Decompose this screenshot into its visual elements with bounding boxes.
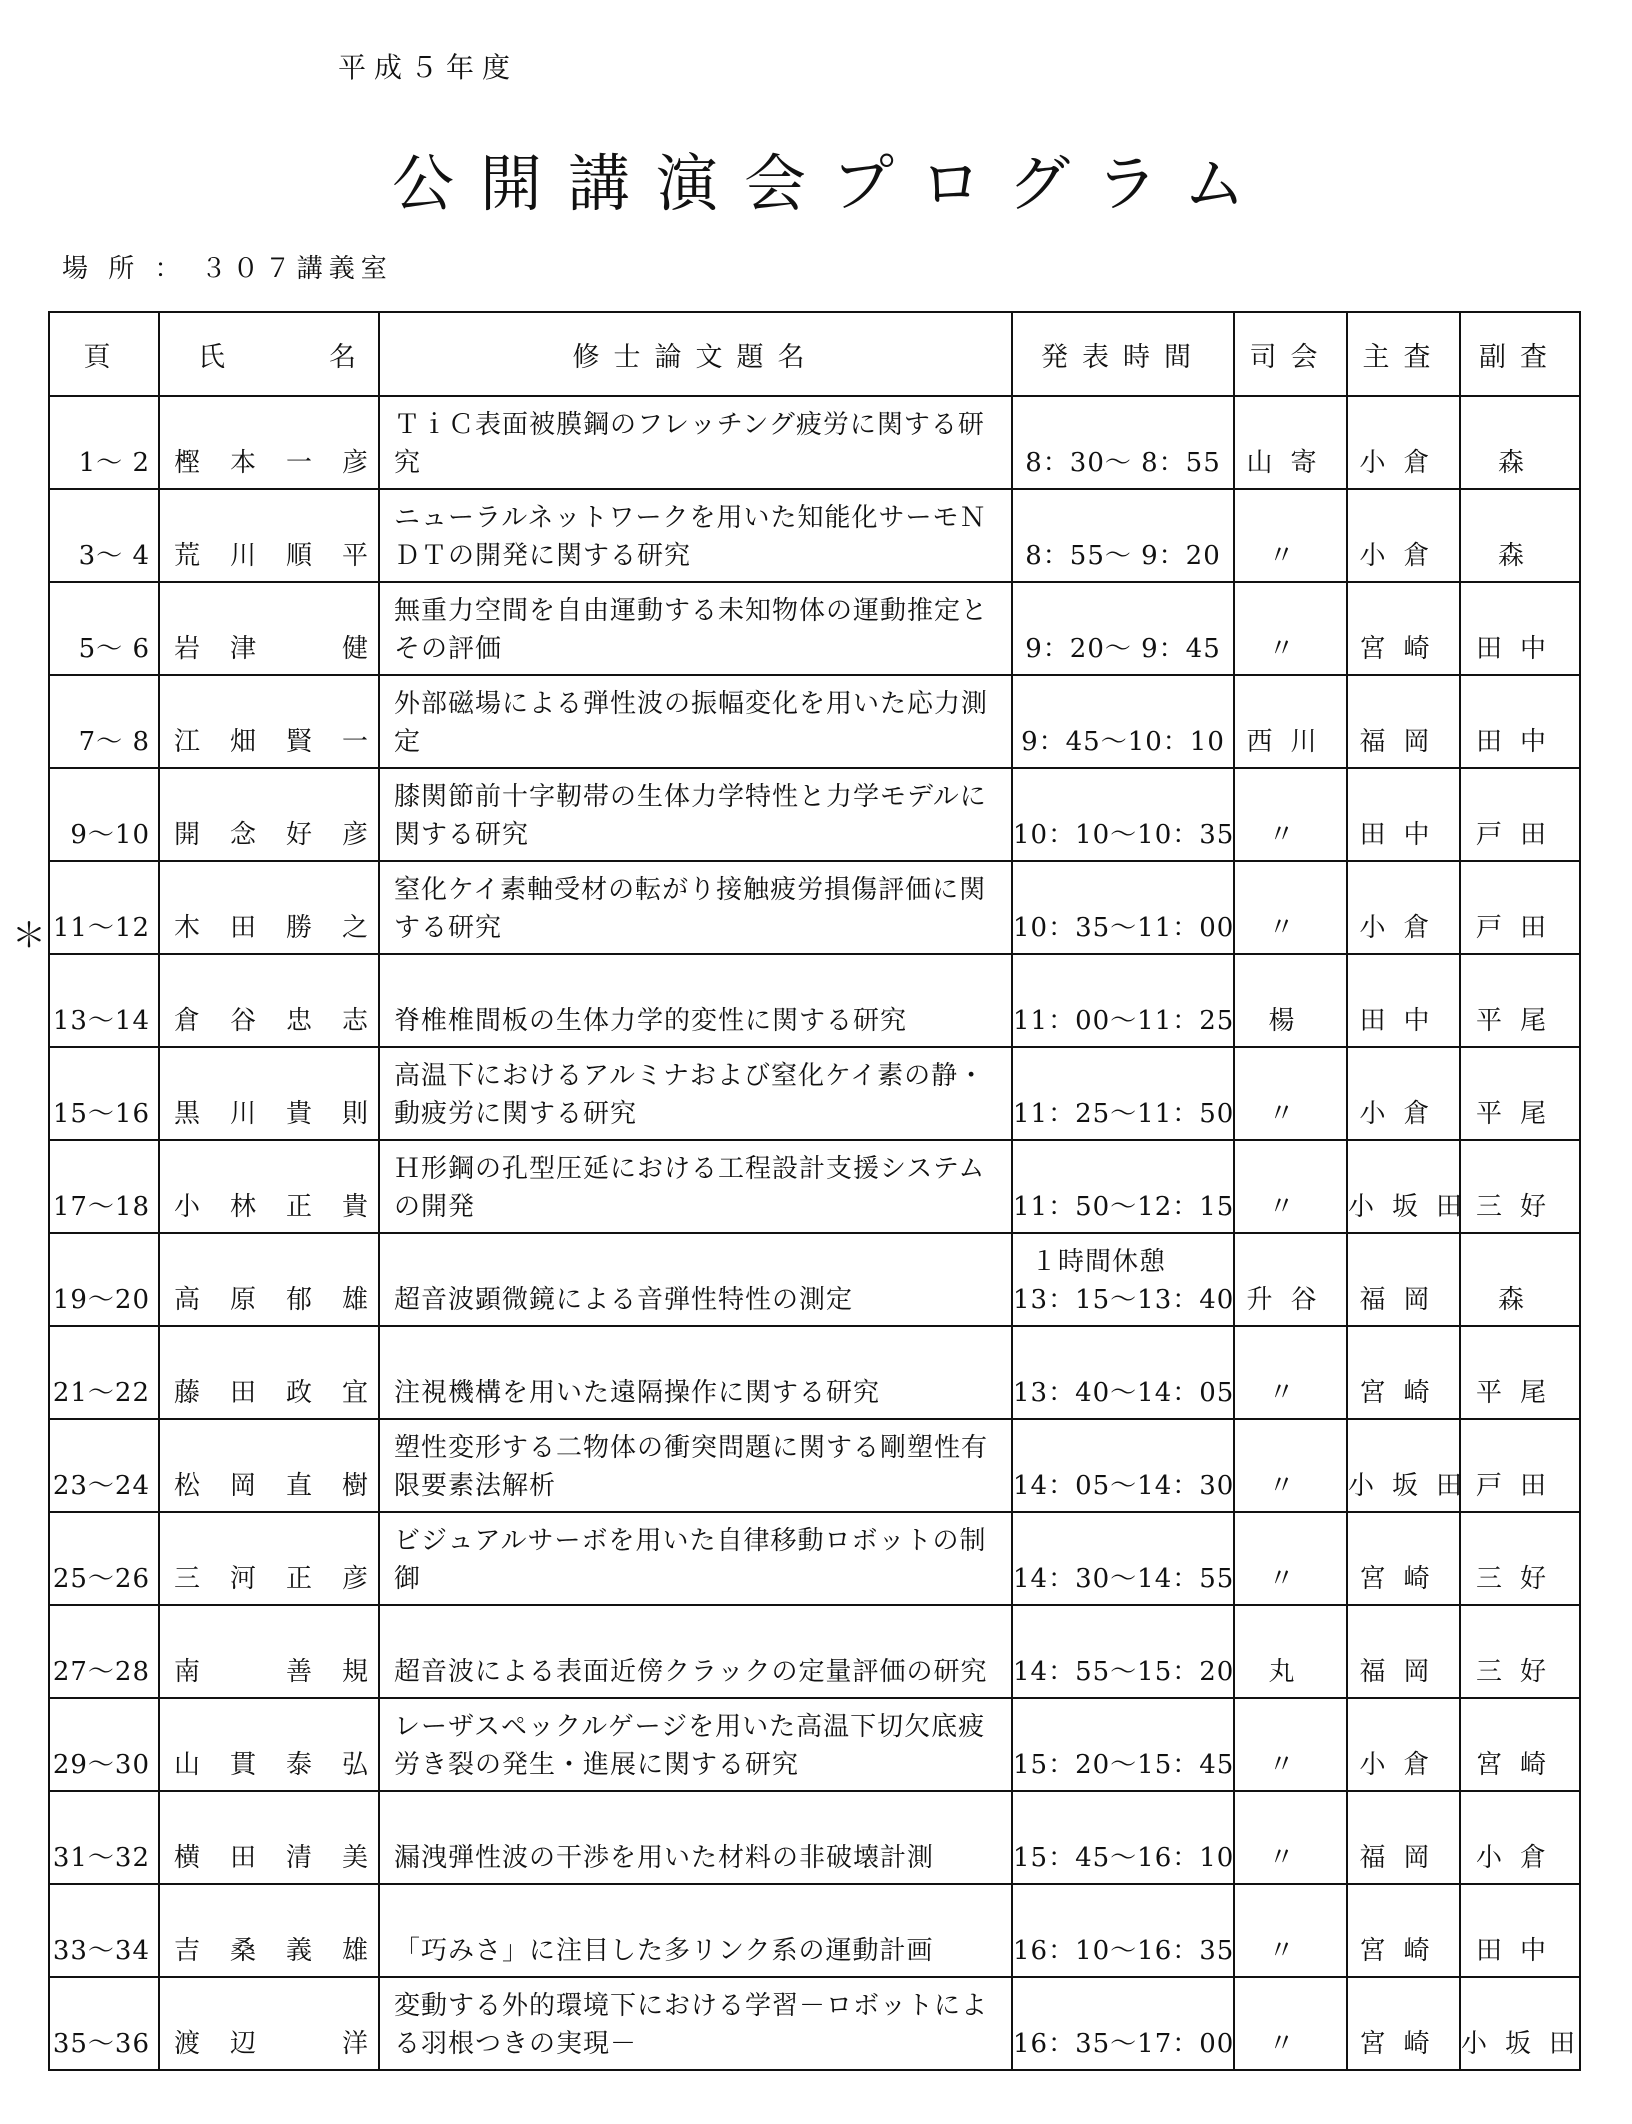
- time-value: 9：20～ 9：45: [1025, 634, 1221, 664]
- page-cell: 35～36: [49, 1977, 159, 2070]
- chair-cell: 〃: [1234, 1884, 1347, 1977]
- time-value: 13：40～14：05: [1013, 1378, 1235, 1408]
- chair-cell: 〃: [1234, 582, 1347, 675]
- table-row: [49, 1233, 1580, 1326]
- table-row: [49, 1977, 1580, 2070]
- thesis-cell: 窒化ケイ素軸受材の転がり接触疲労損傷評価に関する研究: [379, 861, 1012, 954]
- time-cell: [1012, 1047, 1234, 1140]
- main-examiner-cell: 小倉: [1347, 1698, 1460, 1791]
- sub-examiner-cell: 戸田: [1460, 768, 1580, 861]
- page-cell: 31～32: [49, 1791, 159, 1884]
- page-cell: 9～10: [49, 768, 159, 861]
- main-examiner-cell: 福岡: [1347, 1605, 1460, 1698]
- main-examiner-cell: 宮崎: [1347, 582, 1460, 675]
- thesis-cell: 高温下におけるアルミナおよび窒化ケイ素の静・動疲労に関する研究: [379, 1047, 1012, 1140]
- page-cell: 19～20: [49, 1233, 159, 1326]
- table-body: [49, 396, 1594, 2070]
- time-value: 8：55～ 9：20: [1025, 541, 1221, 571]
- main-examiner-cell: 小坂田: [1347, 1419, 1460, 1512]
- table-header-row: [49, 312, 1580, 396]
- time-value: 16：10～16：35: [1013, 1936, 1235, 1966]
- time-cell: [1012, 489, 1234, 582]
- table-row: [49, 1140, 1580, 1233]
- name-cell: 南 善規: [159, 1605, 379, 1698]
- time-cell: [1012, 1977, 1234, 2070]
- chair-cell: 〃: [1234, 1140, 1347, 1233]
- chair-cell: 〃: [1234, 1977, 1347, 2070]
- time-value: 13：15～13：40: [1013, 1285, 1235, 1315]
- page-cell: 27～28: [49, 1605, 159, 1698]
- name-cell: 松岡直樹: [159, 1419, 379, 1512]
- thesis-cell: 塑性変形する二物体の衝突問題に関する剛塑性有限要素法解析: [379, 1419, 1012, 1512]
- name-cell: 黒川貴則: [159, 1047, 379, 1140]
- main-examiner-cell: 小倉: [1347, 489, 1460, 582]
- sub-examiner-cell: 小坂田: [1460, 1977, 1580, 2070]
- thesis-cell: 脊椎椎間板の生体力学的変性に関する研究: [379, 954, 1012, 1047]
- time-value: 10：10～10：35: [1013, 820, 1235, 850]
- time-value: 16：35～17：00: [1013, 2029, 1235, 2059]
- time-value: 9：45～10：10: [1021, 727, 1225, 757]
- chair-cell: 〃: [1234, 1419, 1347, 1512]
- page-cell: 21～22: [49, 1326, 159, 1419]
- time-value: 11：00～11：25: [1013, 1006, 1235, 1036]
- name-cell: 藤田政宜: [159, 1326, 379, 1419]
- sub-examiner-cell: 三好: [1460, 1605, 1580, 1698]
- table-row: [49, 1512, 1580, 1605]
- main-examiner-cell: 福岡: [1347, 1791, 1460, 1884]
- chair-cell: 〃: [1234, 1326, 1347, 1419]
- time-cell: [1012, 861, 1234, 954]
- name-cell: 樫本一彦: [159, 396, 379, 489]
- name-cell: 開念好彦: [159, 768, 379, 861]
- col-header-name: 氏 名: [159, 312, 379, 396]
- time-cell: [1012, 675, 1234, 768]
- name-cell: 木田勝之: [159, 861, 379, 954]
- sub-examiner-cell: 田中: [1460, 675, 1580, 768]
- venue-label: 場 所 ： ３０７講義室: [62, 254, 393, 284]
- sub-examiner-cell: 森: [1460, 1233, 1580, 1326]
- col-header-chair: 司会: [1234, 312, 1347, 396]
- thesis-cell: 外部磁場による弾性波の振幅変化を用いた応力測定: [379, 675, 1012, 768]
- name-cell: 山貫泰弘: [159, 1698, 379, 1791]
- page-cell: 3～ 4: [49, 489, 159, 582]
- time-value: 15：20～15：45: [1013, 1750, 1235, 1780]
- main-examiner-cell: 宮崎: [1347, 1884, 1460, 1977]
- table-row: [49, 396, 1580, 489]
- time-cell: [1012, 1698, 1234, 1791]
- name-cell: 吉桑義雄: [159, 1884, 379, 1977]
- chair-cell: 〃: [1234, 1047, 1347, 1140]
- chair-cell: 升谷: [1234, 1233, 1347, 1326]
- name-cell: 横田清美: [159, 1791, 379, 1884]
- thesis-cell: レーザスペックルゲージを用いた高温下切欠底疲労き裂の発生・進展に関する研究: [379, 1698, 1012, 1791]
- name-cell: 渡辺 洋: [159, 1977, 379, 2070]
- page-cell: 17～18: [49, 1140, 159, 1233]
- time-cell: [1012, 1326, 1234, 1419]
- sub-examiner-cell: 平尾: [1460, 1047, 1580, 1140]
- thesis-cell: ニューラルネットワークを用いた知能化サーモＮＤＴの開発に関する研究: [379, 489, 1012, 582]
- time-cell: [1012, 1419, 1234, 1512]
- name-cell: 江畑賢一: [159, 675, 379, 768]
- chair-cell: 山寄: [1234, 396, 1347, 489]
- main-examiner-cell: 宮崎: [1347, 1977, 1460, 2070]
- thesis-cell: 超音波顕微鏡による音弾性特性の測定: [379, 1233, 1012, 1326]
- main-examiner-cell: 小倉: [1347, 861, 1460, 954]
- table-row: [49, 954, 1580, 1047]
- page-cell: 11～12: [49, 861, 159, 954]
- sub-examiner-cell: 平尾: [1460, 1326, 1580, 1419]
- thesis-cell: 無重力空間を自由運動する未知物体の運動推定とその評価: [379, 582, 1012, 675]
- col-header-time: 発表時間: [1012, 312, 1234, 396]
- thesis-cell: 膝関節前十字靭帯の生体力学特性と力学モデルに関する研究: [379, 768, 1012, 861]
- chair-cell: 〃: [1234, 489, 1347, 582]
- time-cell: [1012, 1605, 1234, 1698]
- main-examiner-cell: 宮崎: [1347, 1326, 1460, 1419]
- col-header-main-examiner: 主査: [1347, 312, 1460, 396]
- time-cell: [1012, 396, 1234, 489]
- chair-cell: 〃: [1234, 861, 1347, 954]
- program-table: [48, 311, 1594, 2071]
- chair-cell: 丸: [1234, 1605, 1347, 1698]
- main-examiner-cell: 田中: [1347, 954, 1460, 1047]
- table-row: [49, 489, 1580, 582]
- name-cell: 倉谷忠志: [159, 954, 379, 1047]
- col-header-page: 頁: [49, 312, 159, 396]
- table-row: [49, 675, 1580, 768]
- time-cell: [1012, 1884, 1234, 1977]
- thesis-cell: ＴｉＣ表面被膜鋼のフレッチング疲労に関する研究: [379, 396, 1012, 489]
- table-row: [49, 861, 1580, 954]
- name-cell: 荒川順平: [159, 489, 379, 582]
- table-row: [49, 1047, 1580, 1140]
- col-header-sub-examiner: 副査: [1460, 312, 1580, 396]
- name-cell: 小林正貴: [159, 1140, 379, 1233]
- name-cell: 高原郁雄: [159, 1233, 379, 1326]
- thesis-cell: 変動する外的環境下における学習－ロボットによる羽根つきの実現－: [379, 1977, 1012, 2070]
- sub-examiner-cell: 小倉: [1460, 1791, 1580, 1884]
- table-row: [49, 1326, 1580, 1419]
- time-value: 11：50～12：15: [1013, 1192, 1235, 1222]
- main-examiner-cell: 小坂田: [1347, 1140, 1460, 1233]
- page-cell: 1～ 2: [49, 396, 159, 489]
- main-examiner-cell: 小倉: [1347, 396, 1460, 489]
- page-cell: 23～24: [49, 1419, 159, 1512]
- time-value: 10：35～11：00: [1013, 913, 1235, 943]
- time-value: 14：55～15：20: [1013, 1657, 1235, 1687]
- sub-examiner-cell: 森: [1460, 489, 1580, 582]
- sub-examiner-cell: 田中: [1460, 582, 1580, 675]
- chair-cell: 〃: [1234, 1791, 1347, 1884]
- sub-examiner-cell: 森: [1460, 396, 1580, 489]
- sub-examiner-cell: 戸田: [1460, 861, 1580, 954]
- sub-examiner-cell: 三好: [1460, 1140, 1580, 1233]
- page-cell: 25～26: [49, 1512, 159, 1605]
- table-row: [49, 1791, 1580, 1884]
- time-cell: [1012, 1512, 1234, 1605]
- break-note: １時間休憩: [1031, 1247, 1167, 1277]
- sub-examiner-cell: 平尾: [1460, 954, 1580, 1047]
- name-cell: 岩津 健: [159, 582, 379, 675]
- table-row: [49, 1698, 1580, 1791]
- name-cell: 三河正彦: [159, 1512, 379, 1605]
- asterisk-marker: ＊: [12, 916, 46, 956]
- thesis-cell: 漏洩弾性波の干渉を用いた材料の非破壊計測: [379, 1791, 1012, 1884]
- page-cell: 13～14: [49, 954, 159, 1047]
- main-examiner-cell: 福岡: [1347, 675, 1460, 768]
- page-cell: 33～34: [49, 1884, 159, 1977]
- sub-examiner-cell: 田中: [1460, 1884, 1580, 1977]
- sub-examiner-cell: 戸田: [1460, 1419, 1580, 1512]
- table-row: [49, 1884, 1580, 1977]
- table-row: [49, 768, 1580, 861]
- page-cell: 15～16: [49, 1047, 159, 1140]
- time-value: 8：30～ 8：55: [1025, 448, 1221, 478]
- thesis-cell: Ｈ形鋼の孔型圧延における工程設計支援システムの開発: [379, 1140, 1012, 1233]
- sub-examiner-cell: 宮崎: [1460, 1698, 1580, 1791]
- main-examiner-cell: 田中: [1347, 768, 1460, 861]
- table-row: [49, 582, 1580, 675]
- time-cell: [1012, 768, 1234, 861]
- time-value: 14：30～14：55: [1013, 1564, 1235, 1594]
- thesis-cell: 「巧みさ」に注目した多リンク系の運動計画: [379, 1884, 1012, 1977]
- page-cell: 29～30: [49, 1698, 159, 1791]
- main-examiner-cell: 宮崎: [1347, 1512, 1460, 1605]
- page-cell: 5～ 6: [49, 582, 159, 675]
- thesis-cell: 超音波による表面近傍クラックの定量評価の研究: [379, 1605, 1012, 1698]
- document-year: 平成５年度: [338, 51, 519, 84]
- time-value: 11：25～11：50: [1013, 1099, 1235, 1129]
- main-examiner-cell: 小倉: [1347, 1047, 1460, 1140]
- main-examiner-cell: 福岡: [1347, 1233, 1460, 1326]
- time-value: 15：45～16：10: [1013, 1843, 1235, 1873]
- chair-cell: 西川: [1234, 675, 1347, 768]
- thesis-cell: ビジュアルサーボを用いた自律移動ロボットの制御: [379, 1512, 1012, 1605]
- thesis-cell: 注視機構を用いた遠隔操作に関する研究: [379, 1326, 1012, 1419]
- chair-cell: 楊: [1234, 954, 1347, 1047]
- time-value: 14：05～14：30: [1013, 1471, 1235, 1501]
- chair-cell: 〃: [1234, 768, 1347, 861]
- page-cell: 7～ 8: [49, 675, 159, 768]
- time-cell: [1012, 954, 1234, 1047]
- document-title: 公開講演会プログラム: [392, 146, 1272, 220]
- chair-cell: 〃: [1234, 1698, 1347, 1791]
- time-cell: [1012, 1140, 1234, 1233]
- table-row: [49, 1419, 1580, 1512]
- table-row: [49, 1605, 1580, 1698]
- time-cell: [1012, 1233, 1234, 1326]
- time-cell: [1012, 1791, 1234, 1884]
- chair-cell: 〃: [1234, 1512, 1347, 1605]
- sub-examiner-cell: 三好: [1460, 1512, 1580, 1605]
- col-header-thesis: 修士論文題名: [379, 312, 1012, 396]
- time-cell: [1012, 582, 1234, 675]
